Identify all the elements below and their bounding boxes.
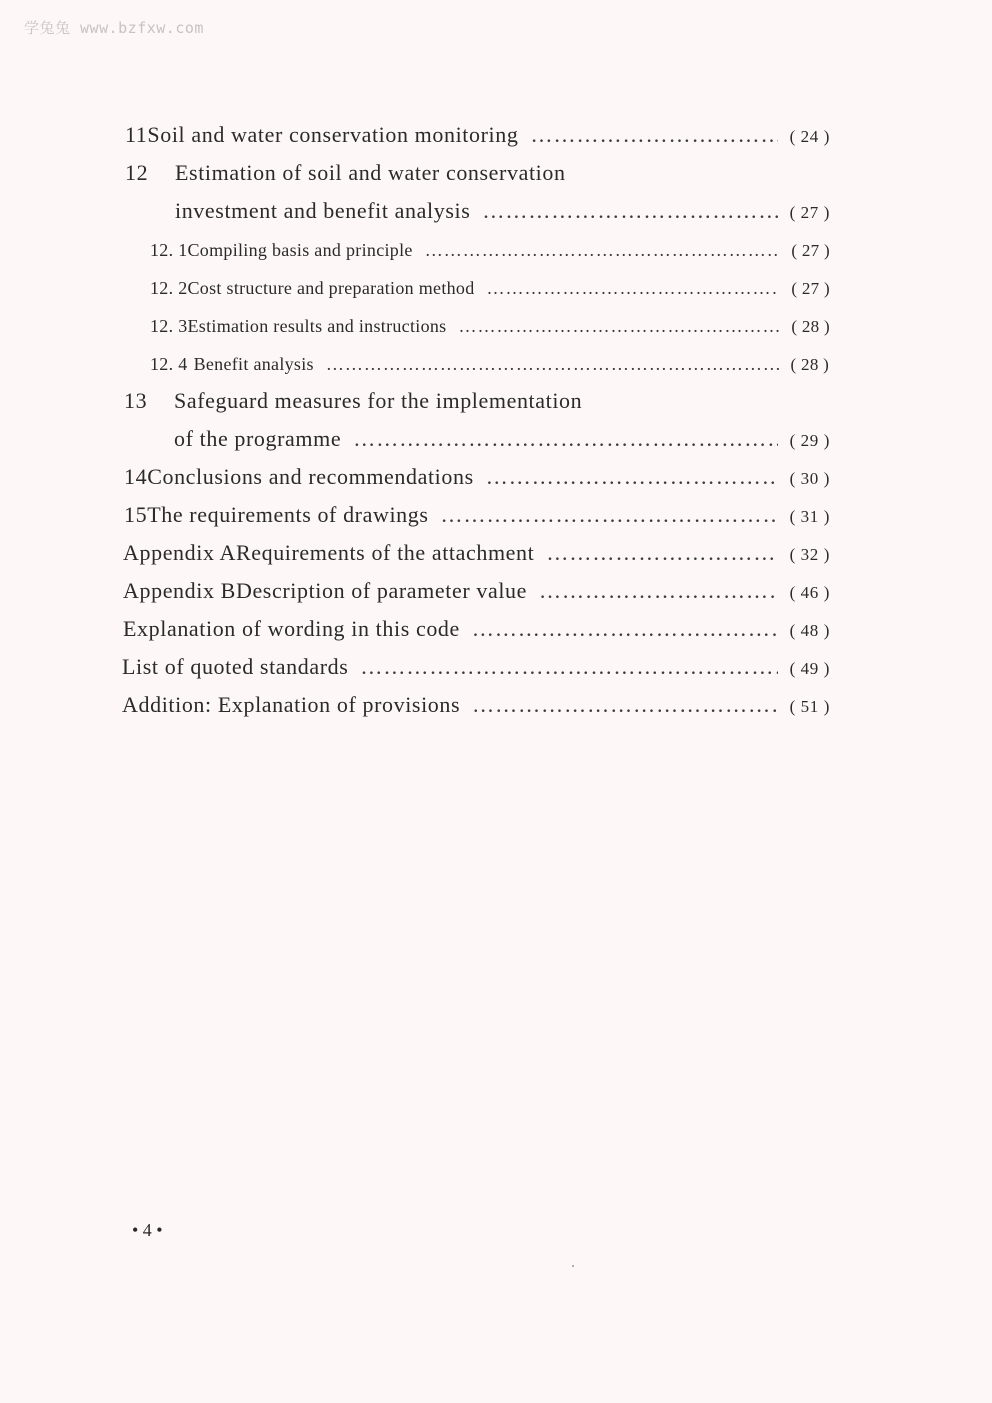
watermark-text: 学兔兔 www.bzfxw.com — [24, 19, 204, 37]
dot-leader — [546, 540, 777, 566]
toc-title: Safeguard measures for the implementation — [174, 388, 583, 413]
toc-entry-14[interactable] — [124, 464, 830, 490]
toc-page: ( 31 ) — [789, 507, 830, 526]
toc-number: 12 — [125, 160, 149, 185]
dot-leader — [353, 426, 777, 452]
toc-title: Requirements of the attachment — [235, 540, 535, 565]
toc-number: Appendix B — [123, 578, 236, 603]
toc-entry-12-4[interactable] — [150, 354, 830, 375]
toc-title: Compiling basis and principle — [187, 240, 413, 260]
toc-number: 12. 1 — [150, 240, 188, 260]
toc-page: ( 30 ) — [789, 469, 830, 488]
toc-entry-12-3[interactable] — [150, 316, 830, 337]
toc-number: 13 — [124, 388, 148, 413]
toc-page: ( 28 ) — [791, 317, 830, 336]
toc-entry-13-line1[interactable] — [124, 388, 582, 414]
toc-entry-15[interactable] — [124, 502, 830, 528]
toc-page: ( 49 ) — [789, 659, 830, 678]
toc-entry-12-line1[interactable] — [125, 160, 566, 186]
dot-leader — [458, 316, 779, 337]
dot-leader — [539, 578, 778, 604]
toc-title: Soil and water conservation monitoring — [147, 122, 519, 147]
toc-title: of the programme — [174, 426, 342, 451]
toc-title: Estimation results and instructions — [187, 316, 447, 336]
page-number: • 4 • — [132, 1220, 163, 1240]
toc-entry-appendix-a[interactable] — [123, 540, 830, 566]
toc-page: ( 27 ) — [791, 241, 830, 260]
toc-entry-addition[interactable] — [122, 692, 830, 718]
toc-number: 11 — [125, 122, 148, 147]
toc-page: ( 51 ) — [789, 697, 830, 716]
toc-entry-wording[interactable] — [123, 616, 830, 642]
toc-title: Addition: Explanation of provisions — [122, 692, 461, 717]
toc-page: ( 32 ) — [789, 545, 830, 564]
dot-leader — [530, 122, 777, 148]
toc-entry-standards[interactable] — [122, 654, 830, 680]
toc-title: Conclusions and recommendations — [147, 464, 474, 489]
toc-page: ( 24 ) — [789, 127, 830, 146]
dot-leader — [441, 502, 778, 528]
toc-number: 15 — [124, 502, 148, 527]
dot-leader — [360, 654, 777, 680]
toc-page: ( 27 ) — [789, 203, 830, 222]
toc-entry-12-1[interactable] — [150, 240, 830, 261]
toc-title: Estimation of soil and water conservation — [175, 160, 566, 185]
dot-leader — [487, 278, 780, 299]
toc-title: Description of parameter value — [235, 578, 527, 603]
toc-number: Appendix A — [123, 540, 236, 565]
toc-page: ( 48 ) — [789, 621, 830, 640]
scan-speck — [572, 1265, 574, 1267]
dot-leader — [482, 198, 777, 224]
toc-entry-13[interactable] — [174, 426, 830, 452]
toc-entry-12[interactable] — [175, 198, 830, 224]
dot-leader — [486, 464, 778, 490]
toc-title: List of quoted standards — [122, 654, 349, 679]
toc-entry-11[interactable] — [125, 122, 830, 148]
toc-entry-appendix-b[interactable] — [123, 578, 830, 604]
toc-number: 12. 3 — [150, 316, 188, 336]
toc-page: ( 46 ) — [789, 583, 830, 602]
toc-title: investment and benefit analysis — [175, 198, 471, 223]
toc-number: 12. 2 — [150, 278, 188, 298]
toc-page: ( 28 ) — [790, 355, 830, 374]
toc-title: The requirements of drawings — [147, 502, 429, 527]
toc-page: ( 27 ) — [791, 279, 830, 298]
toc-number: 12. 4 — [150, 354, 188, 374]
toc-entry-12-2[interactable] — [150, 278, 830, 299]
toc-title: Benefit analysis — [193, 354, 314, 374]
dot-leader — [472, 616, 778, 642]
dot-leader — [472, 692, 777, 718]
dot-leader — [326, 354, 779, 375]
dot-leader — [425, 240, 780, 261]
toc-title: Explanation of wording in this code — [123, 616, 460, 641]
toc-number: 14 — [124, 464, 148, 489]
toc-page: ( 29 ) — [789, 431, 830, 450]
toc-title: Cost structure and preparation method — [187, 278, 475, 298]
